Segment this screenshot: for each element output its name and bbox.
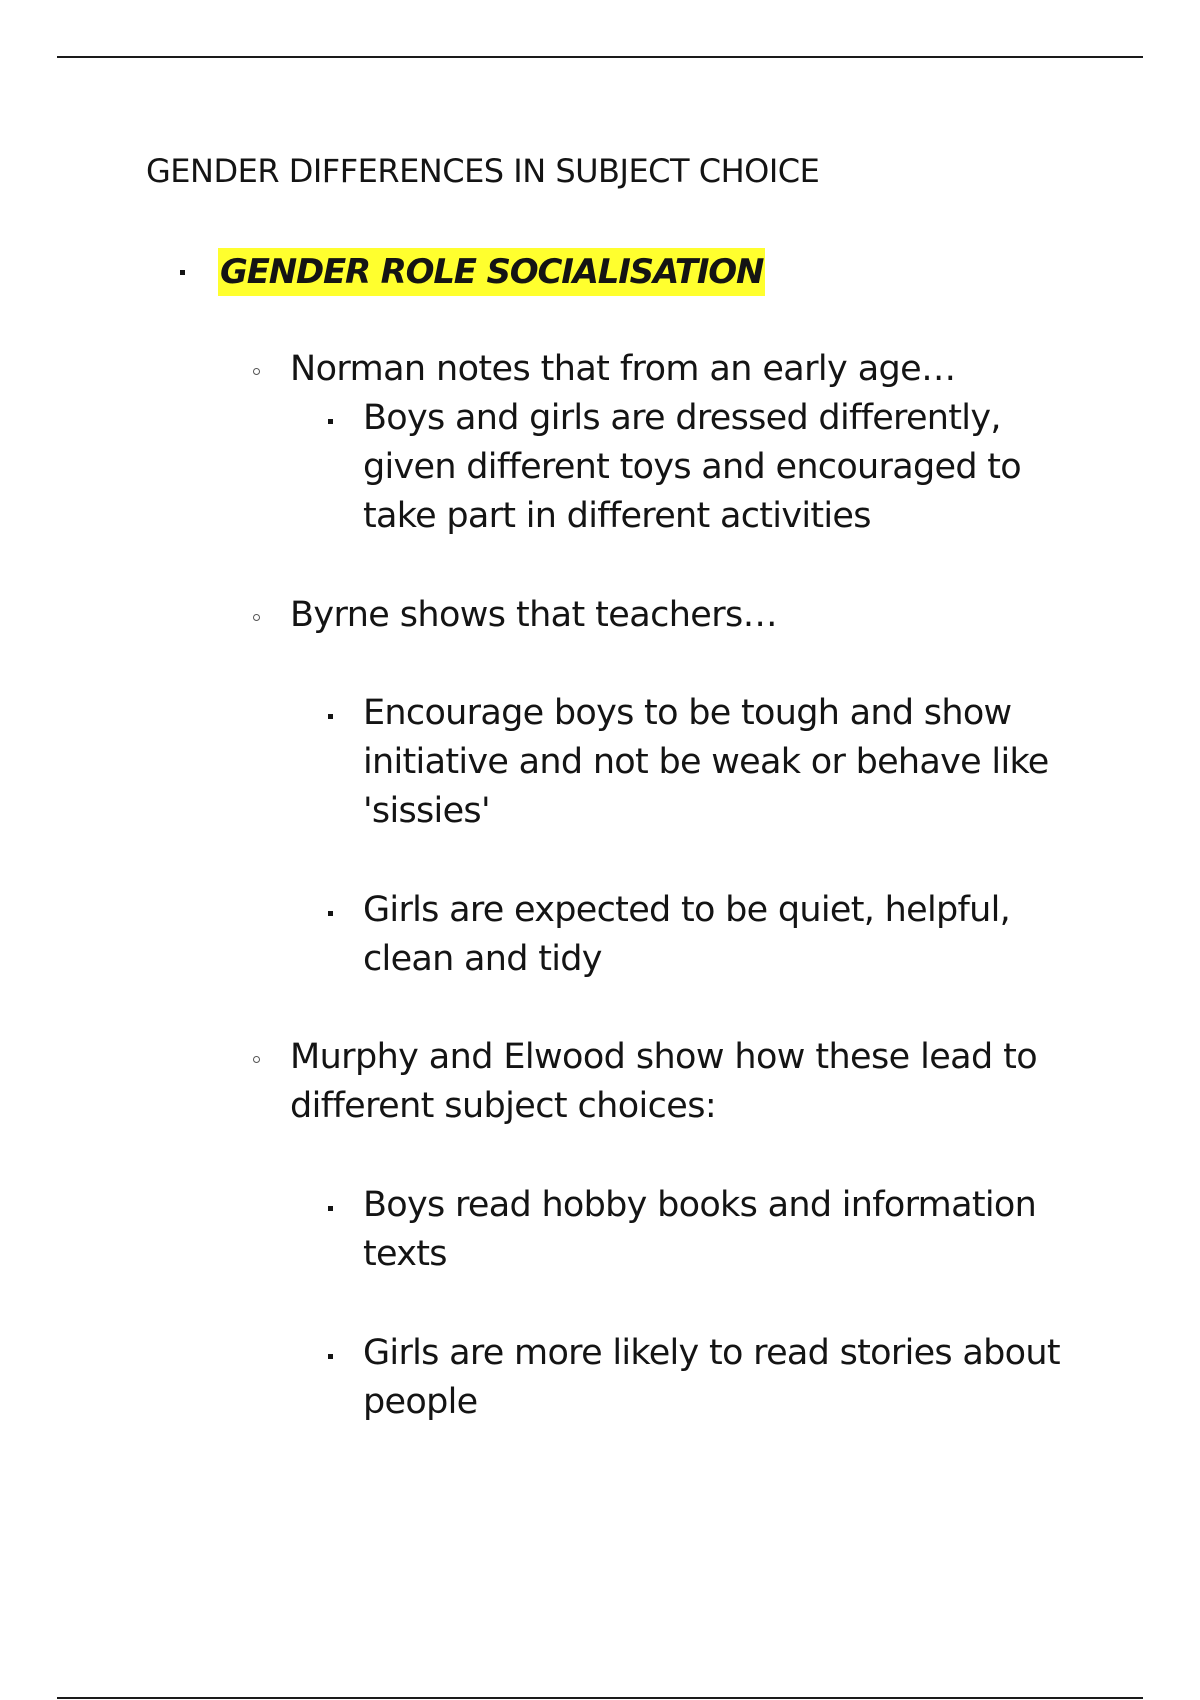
square-bullet-icon	[328, 714, 333, 719]
subpoint-girls-stories	[363, 1329, 1063, 1427]
subpoint-boys-hobby-books	[363, 1181, 1063, 1279]
footer-rule	[57, 1697, 1143, 1699]
subpoint-girls-quiet	[363, 886, 1063, 984]
square-bullet-icon	[180, 270, 185, 275]
point-text: Byrne shows that teachers…	[290, 595, 778, 635]
square-bullet-icon	[328, 1354, 333, 1359]
point-byrne	[290, 591, 1050, 640]
square-bullet-icon	[328, 1206, 333, 1211]
circle-bullet-icon	[253, 614, 260, 621]
subpoint-text: Girls are expected to be quiet, helpful, clean and tidy	[363, 890, 1011, 979]
header-rule	[57, 56, 1143, 58]
circle-bullet-icon	[253, 1056, 260, 1063]
subpoint-dressed-differently	[363, 394, 1063, 541]
square-bullet-icon	[328, 419, 333, 424]
square-bullet-icon	[328, 911, 333, 916]
point-text: Murphy and Elwood show how these lead to different subject choices:	[290, 1037, 1038, 1126]
point-norman	[290, 345, 1050, 394]
subpoint-text: Boys and girls are dressed differently, given different toys and encouraged to take part in different activities	[363, 398, 1022, 536]
subpoint-encourage-boys	[363, 689, 1063, 836]
document-title: GENDER DIFFERENCES IN SUBJECT CHOICE	[146, 152, 820, 190]
section-heading-label: GENDER ROLE SOCIALISATION	[218, 248, 765, 296]
subpoint-text: Girls are more likely to read stories about people	[363, 1333, 1060, 1422]
subpoint-text: Boys read hobby books and information texts	[363, 1185, 1037, 1274]
circle-bullet-icon	[253, 368, 260, 375]
subpoint-text: Encourage boys to be tough and show initiative and not be weak or behave like 'sissies'	[363, 693, 1049, 831]
point-murphy-elwood	[290, 1033, 1050, 1131]
point-text: Norman notes that from an early age…	[290, 349, 956, 389]
